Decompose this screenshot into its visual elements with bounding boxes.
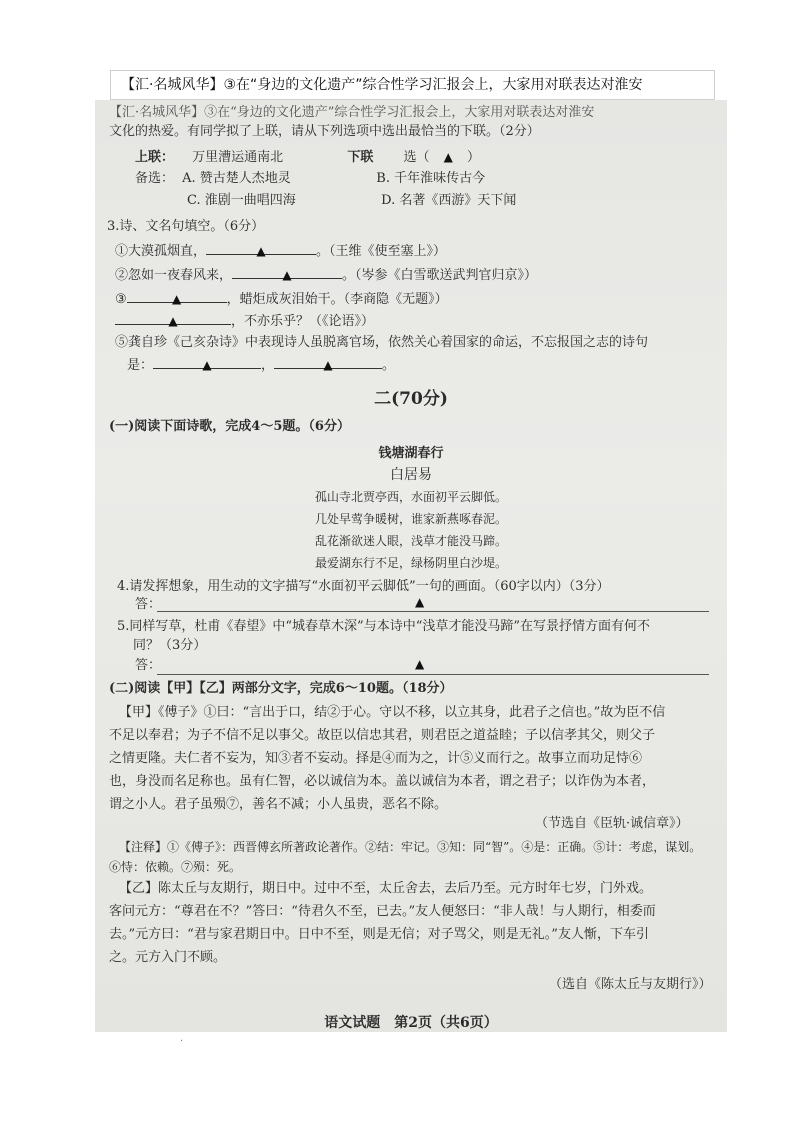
poem-line-4: 最爱湖东行不足，绿杨阴里白沙堤。 xyxy=(314,556,507,570)
notes-line-1: 【注释】①《傅子》：西晋傅玄所著政论著作。②结：牢记。③知：同“智”。④是：正确。⑤计：考虑，谋划。 xyxy=(119,840,702,854)
yi-source: （选自《陈太丘与友期行》） xyxy=(549,977,712,992)
answer-marker-triangle-icon: ▲ xyxy=(282,268,292,282)
options-label: 备选： xyxy=(135,171,175,186)
answer-blank xyxy=(232,266,342,282)
answer-marker-triangle-icon: ▲ xyxy=(443,150,453,164)
poetry-item-5-label: 是： xyxy=(127,358,154,373)
jia-line-4: 也，身没而名足称也。虽有仁智，必以诚信为本。盖以诚信为本者，谓之君子；以诈伪为本者， xyxy=(109,774,656,789)
shanglian-row xyxy=(135,148,480,167)
poetry-item-5-line2 xyxy=(127,356,395,375)
poetry-item-3-num: ③ xyxy=(115,292,127,307)
poetry-fill-title: 3.诗、文名句填空。（6分） xyxy=(107,219,265,234)
xialian-choose-end: ） xyxy=(467,150,481,165)
yi-line-2: 客问元方：“尊君在不？”答曰：“待君久不至，已去。”友人便怒曰：“非人哉！与人期行，相委而 xyxy=(109,904,656,919)
answer-blank xyxy=(206,242,316,258)
poem-line-1: 孤山寺北贾亭西，水面初平云脚低。 xyxy=(314,490,507,504)
options-row-2 xyxy=(187,192,516,210)
answer-marker-triangle-icon: ▲ xyxy=(256,244,266,258)
poem-line-2: 几处早莺争暖树，谁家新燕啄春泥。 xyxy=(314,512,507,526)
poetry-item-5-sep: ， xyxy=(261,358,275,373)
q4-answer-line xyxy=(157,611,709,612)
jia-source: （节选自《臣轨·诚信章》） xyxy=(535,816,689,831)
poetry-item-2-text: ②忽如一夜春风来， xyxy=(115,268,233,283)
jia-line-5: 谓之小人。君子虽殒⑦，善名不减；小人虽贵，恶名不除。 xyxy=(109,797,448,812)
option-c: C. 淮剧一曲唱四海 xyxy=(187,193,296,208)
answer-blank xyxy=(274,356,382,372)
poetry-item-1 xyxy=(115,242,446,261)
jia-line-2: 不足以奉君；为子不信不足以事父。故臣以信忠其君，则君臣之道益睦；子以信孝其父，则父子 xyxy=(109,728,656,743)
exam-page-photo xyxy=(95,100,727,1032)
poem-author: 白居易 xyxy=(390,467,432,483)
jia-line-1: 【甲】《傅子》①曰：“言出于口，结②于心。守以不移，以立其身，此君子之信也。”故为臣不信 xyxy=(119,705,666,720)
q3-line1: 【汇·名城风华】③在“身边的文化遗产”综合性学习汇报会上，大家用对联表达对淮安 xyxy=(109,105,595,120)
answer-marker-triangle-icon: ▲ xyxy=(323,358,333,372)
q3-line2: 文化的热爱。有同学拟了上联，请从下列选项中选出最恰当的下联。（2分） xyxy=(109,124,540,139)
answer-blank xyxy=(127,290,227,306)
poetry-item-5-line1: ⑤龚自珍《己亥杂诗》中表现诗人虽脱离官场，依然关心着国家的命运，不忘报国之志的诗句 xyxy=(115,335,649,350)
options-row-1 xyxy=(135,170,485,188)
question-4: 4.请发挥想象，用生动的文字描写“水面初平云脚低”一句的画面。（60字以内）（3分） xyxy=(117,579,610,594)
yi-line-1: 【乙】陈太丘与友期行，期日中。过中不至，太丘舍去，去后乃至。元方时年七岁，门外戏。 xyxy=(119,881,653,896)
q4-answer-label: 答： xyxy=(135,597,162,612)
q5-answer-line xyxy=(157,674,709,675)
answer-marker-triangle-icon: ▲ xyxy=(168,314,178,328)
question-5-line2: 同？（3分） xyxy=(133,638,207,653)
poetry-item-4 xyxy=(115,312,374,331)
poetry-item-3-source: ，蜡炬成灰泪始干。（李商隐《无题》） xyxy=(226,292,448,307)
header-caption-bar: 【汇·名城风华】③在“身边的文化遗产”综合性学习汇报会上，大家用对联表达对淮安 xyxy=(110,70,715,100)
answer-marker-triangle-icon: ▲ xyxy=(415,657,425,671)
reading1-title: (一)阅读下面诗歌，完成4～5题。（6分） xyxy=(109,419,350,434)
jia-line-3: 之情更隆。夫仁者不妄为，知③者不妄动。择是④而为之，计⑤义而行之。故事立而功足恃⑥ xyxy=(109,751,643,766)
shanglian-label: 上联： xyxy=(135,150,175,165)
poetry-item-5-end: 。 xyxy=(382,358,396,373)
option-d: D. 名著《西游》天下闻 xyxy=(381,193,517,208)
answer-marker-triangle-icon: ▲ xyxy=(415,595,425,609)
poem-title: 钱塘湖春行 xyxy=(378,446,444,461)
answer-marker-triangle-icon: ▲ xyxy=(202,358,212,372)
speck: · xyxy=(180,1036,184,1047)
notes-line-2: ⑥恃：依赖。⑦殒：死。 xyxy=(109,860,242,874)
reading2-title: (二)阅读【甲】【乙】两部分文字，完成6～10题。（18分） xyxy=(109,681,453,696)
question-5-line1: 5.同样写草，杜甫《春望》中“城春草木深”与本诗中“浅草才能没马蹄”在写景抒情方面有何不 xyxy=(117,619,650,634)
xialian-choose: 选（ xyxy=(403,150,430,165)
yi-line-4: 之。元方入门不顾。 xyxy=(109,950,227,965)
shanglian-text: 万里漕运通南北 xyxy=(192,150,284,165)
poetry-item-2 xyxy=(115,266,537,285)
section-two-title: 二(70分) xyxy=(374,389,448,409)
answer-blank xyxy=(115,312,231,328)
poem-line-3: 乱花渐欲迷人眼，浅草才能没马蹄。 xyxy=(314,534,507,548)
q5-answer-label: 答： xyxy=(135,658,162,673)
poetry-item-2-source: 。（岑参《白雪歌送武判官归京》） xyxy=(342,268,538,283)
page-footer: 语文试题 第2页（共6页） xyxy=(324,1015,498,1031)
poetry-item-1-text: ①大漠孤烟直， xyxy=(115,244,207,259)
option-b: B. 千年淮味传古今 xyxy=(376,171,486,186)
option-a: A. 赞古楚人杰地灵 xyxy=(182,171,291,186)
poetry-item-4-source: ，不亦乐乎？（《论语》） xyxy=(231,314,375,329)
poetry-item-3 xyxy=(115,290,448,309)
answer-marker-triangle-icon: ▲ xyxy=(172,292,182,306)
xialian-label: 下联 xyxy=(347,150,374,165)
yi-line-3: 去。”元方曰：“君与家君期日中。日中不至，则是无信；对子骂父，则是无礼。”友人惭，下车引 xyxy=(109,927,649,942)
answer-blank xyxy=(153,356,261,372)
poetry-item-1-source: 。（王维《使至塞上》） xyxy=(316,244,447,259)
